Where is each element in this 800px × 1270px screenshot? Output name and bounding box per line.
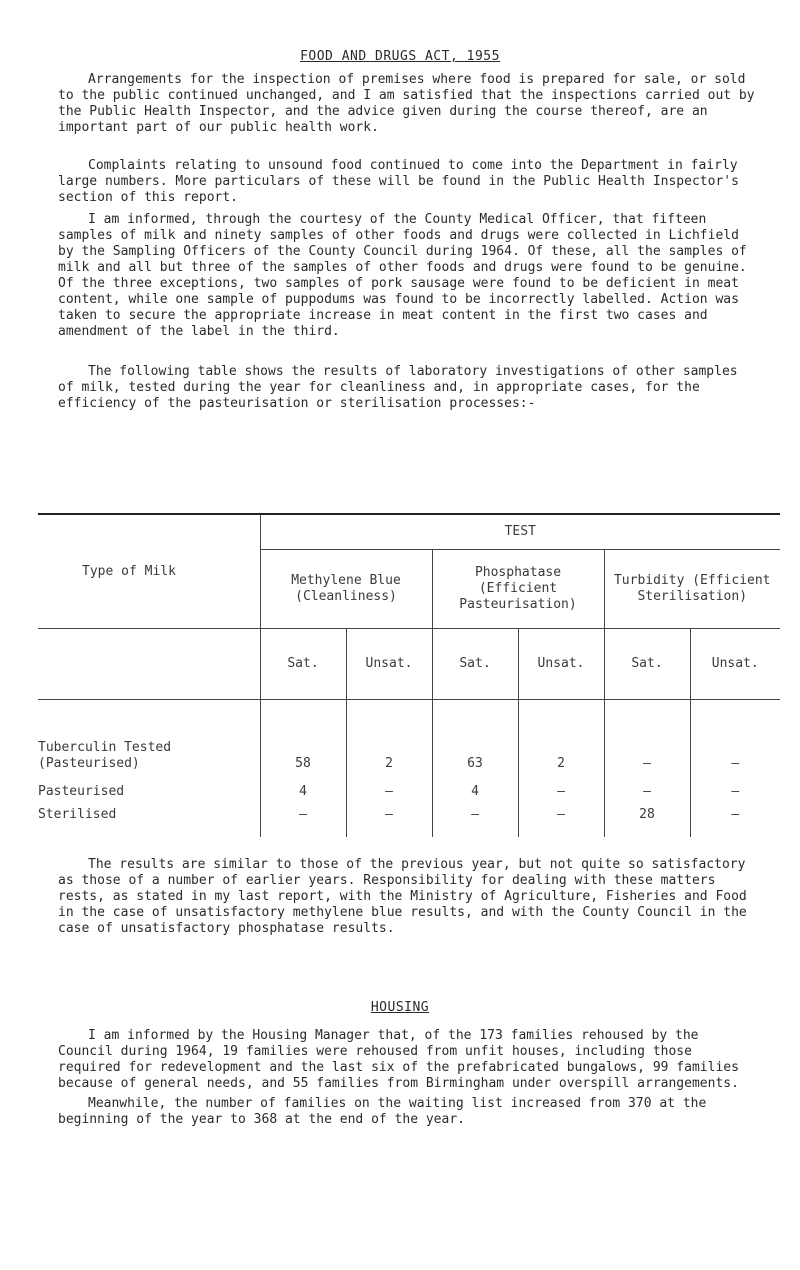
table-row [38, 777, 780, 807]
paragraph-table-intro: The following table shows the results of laboratory investigations of other samples of milk, tested during the year for cleanliness and, in appropriate cases, for the efficiency of the pasteurisation or sterilisation processes:- [58, 364, 738, 411]
cell-value: — [260, 807, 346, 837]
cell-value: — [604, 777, 690, 807]
cell-value: — [432, 807, 518, 837]
row-type-label: Tuberculin Tested (Pasteurised) [38, 700, 260, 778]
mb-sat-header: Sat. [260, 629, 346, 700]
cell-value: — [346, 777, 432, 807]
paragraph-complaints: Complaints relating to unsound food continued to come into the Department in fairly large numbers. More particulars of these will be found in the Public Health Inspector's section of this report. [58, 158, 739, 205]
test-header: TEST [260, 514, 780, 550]
ph-unsat-header: Unsat. [518, 629, 604, 700]
turbidity-header: Turbidity (Efficient Sterilisation) [604, 550, 780, 629]
ph-sat-header: Sat. [432, 629, 518, 700]
cell-value: — [518, 777, 604, 807]
table-row [38, 700, 780, 778]
paragraph-results: The results are similar to those of the previous year, but not quite so satisfactory as those of a number of earlier years. Responsibility for dealing with these matters rests, as stated in my last report, with the Ministry of Agriculture, Fisheries and Food in the case of unsatisfactory methylene blue results, and with the County Council in the case of unsatisfactory phosphatase results. [58, 857, 747, 936]
cell-value: — [690, 807, 780, 837]
row-type-label: Pasteurised [38, 784, 125, 799]
paragraph-inspection: Arrangements for the inspection of premises where food is prepared for sale, or sold to the public continued unchanged, and I am satisfied that the inspections carried out by the Public Health Inspector, and the advice given during the course thereof, are an important part of our public health work. [58, 72, 755, 135]
cell-value: — [690, 700, 780, 778]
tu-sat-header: Sat. [604, 629, 690, 700]
paragraph-housing: I am informed by the Housing Manager that, of the 173 families rehoused by the Council during 1964, 19 families were rehoused from unfit houses, including those required for redevelopment and the last six of the prefabricated bungalows, 99 families because of general needs, and 55 families from Birmingham under overspill arrangements. [58, 1028, 739, 1091]
cell-value: 2 [518, 700, 604, 778]
type-of-milk-header: Type of Milk [38, 514, 260, 629]
milk-results-table [38, 513, 780, 837]
paragraph-waiting-list: Meanwhile, the number of families on the waiting list increased from 370 at the beginning of the year to 368 at the end of the year. [58, 1096, 707, 1127]
cell-value: 2 [346, 700, 432, 778]
paragraph-sampling: I am informed, through the courtesy of the County Medical Officer, that fifteen samples of milk and ninety samples of other foods and drugs were collected in Lichfield by the Sampling Officers of the County Council during 1964. Of these, all the samples of milk and all but three of the samples of other foods and drugs were found to be genuine. Of the three exceptions, two samples of pork sausage were found to be deficient in meat content, while one sample of puppodums was found to be incorrectly labelled. Action was taken to secure the appropriate increase in meat content in the first two cases and amendment of the label in the third. [58, 212, 747, 339]
housing-heading: HOUSING [370, 1000, 430, 1015]
row-type-label: Sterilised [38, 807, 117, 822]
cell-value: 28 [604, 807, 690, 837]
phosphatase-header: Phosphatase (Efficient Pasteurisation) [432, 550, 604, 629]
cell-value: 4 [260, 777, 346, 807]
cell-value: 63 [432, 700, 518, 778]
cell-value: — [346, 807, 432, 837]
cell-value: — [518, 807, 604, 837]
cell-value: 4 [432, 777, 518, 807]
empty-cell [38, 629, 260, 700]
mb-unsat-header: Unsat. [346, 629, 432, 700]
cell-value: — [604, 700, 690, 778]
cell-value: — [690, 777, 780, 807]
cell-value: 58 [260, 700, 346, 778]
tu-unsat-header: Unsat. [690, 629, 780, 700]
methylene-blue-header: Methylene Blue (Cleanliness) [260, 550, 432, 629]
table-row [38, 807, 780, 837]
page-heading: FOOD AND DRUGS ACT, 1955 [300, 49, 500, 64]
